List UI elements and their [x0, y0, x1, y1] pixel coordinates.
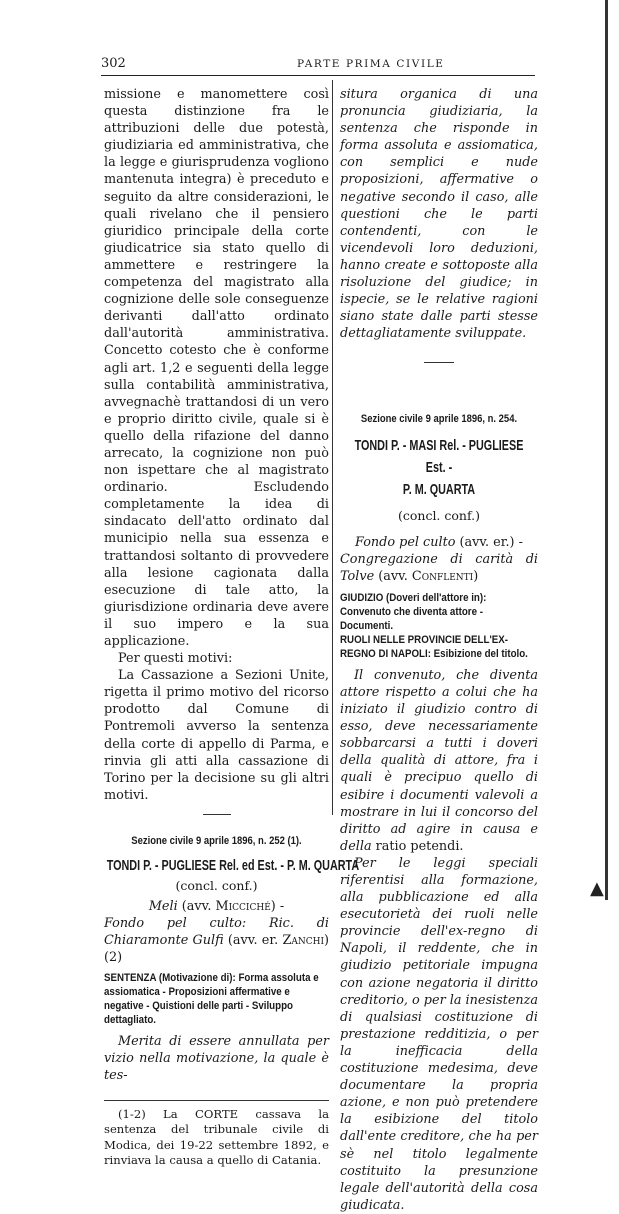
page-edge-line: [605, 0, 608, 900]
corner-mark-icon: ▲: [590, 878, 604, 899]
section-separator: [203, 814, 231, 815]
massima-text-roman: ratio petendi.: [371, 838, 464, 854]
keywords-heading: SENTENZA (Motivazione di): Forma assoluta e assiomatica - Proposizioni affermative e negative - Quistioni delle parti - Sviluppo dettagliato.: [104, 971, 319, 1026]
party-line: [104, 915, 329, 966]
massima-text: Il convenuto, che diventa attore rispetto a colui che ha iniziato il giudizio contro di esso, deve necessariamente sobbarcarsi a tutti i doveri della qualità di attore, fra i quali è precipuo quello di esibire i documenti valevoli a mostrare in lui il concorso del diritto ad agire in causa e della: [340, 667, 538, 854]
massima-paragraph: [340, 667, 538, 855]
per-questi-motivi: Per questi motivi:: [118, 651, 233, 667]
left-column: [104, 86, 360, 1168]
party-lawyer-suffix: ) (2): [104, 933, 329, 966]
party-lawyer: Micciché: [215, 899, 271, 915]
court-parties: TONDI P. - MASI Rel. - PUGLIESE Est. -: [354, 436, 524, 476]
party-lawyer: Zanchi: [282, 933, 324, 949]
party-lawyer-suffix: ) -: [270, 899, 285, 915]
keywords-heading: GIUDIZIO (Doveri dell'attore in): Convenuto che diventa attore - Documenti.: [340, 591, 487, 632]
footnote: (1-2) La CORTE cassava la sentenza del tribunale civile di Modica, dei 19-22 settembre 1892, e rinviava la causa a quello di Catania.: [104, 1106, 329, 1167]
court-parties-line2: P. M. QUARTA: [402, 480, 476, 498]
party-name: Congregazione di carità di Tolve: [340, 551, 538, 584]
court-parties: TONDI P. - PUGLIESE Rel. ed Est. - P. M. QUARTA: [106, 857, 360, 875]
section-heading: Sezione civile 9 aprile 1896, n. 252 (1).: [131, 834, 302, 847]
page-number: 302: [101, 56, 126, 71]
footnote-rule: [104, 1100, 329, 1101]
section-heading: Sezione civile 9 aprile 1896, n. 254.: [360, 413, 518, 426]
party-name: Fondo pel culto: [355, 534, 456, 550]
party-lawyer-prefix: (avv. er.: [223, 933, 283, 949]
body-paragraph: missione e manomettere così questa distinzione fra le attribuzioni delle due potestà, giudiziaria ed amministrativa, che la legge e giurisprudenza vogliono mantenuta integra) è preceduto e seguito da altre considerazioni, le quali rivelano che il pensiero giuridico principale della corte giudicatrice sia stato quello di ammettere e restringere la competenza del magistrato alla cognizione delle sole conseguenze derivanti dall'atto ordinato dall'autorità amministrativa. Concetto cotesto che è conforme agli art. 1,2 e seguenti della legge sulla contabilità amministrativa, avvegnachè trattandosi di un vero e proprio diritto civile, quale si è quello della rifazione del danno arrecato, la cognizione non può non ispettare che al magistrato ordinario. Escludendo completamente la idea di sindacato dell'atto ordinato dal municipio nella sua essenza e trattandosi soltanto di provvedere alla lesione cagionata dalla esecuzione di tale atto, la giurisdizione ordinaria deve avere il suo impero e la sua applicazione.: [104, 87, 329, 649]
party-lawyer-prefix: (avv.: [374, 568, 412, 584]
party-lawyer-suffix: ): [473, 568, 479, 584]
party-line: [340, 551, 538, 585]
section-separator: [424, 362, 454, 363]
party-name: Meli: [148, 899, 178, 915]
party-lawyer-prefix: (avv. er.) -: [455, 534, 523, 550]
massima-paragraph: [340, 855, 538, 1214]
keywords-heading: RUOLI NELLE PROVINCIE DELL'EX-REGNO DI NAPOLI: Esibizione del titolo.: [340, 633, 528, 660]
massima-paragraph: [104, 1033, 329, 1084]
party-lawyer: Conflenti: [411, 568, 474, 584]
massima-text: Per le leggi speciali riferentisi alla formazione, alla pubblicazione ed alla esecutorietà dei ruoli nelle provincie dell'ex-regno di Napoli, il reddente, che in giudizio petitoriale impugna con azione negatoria il diritto creditorio, o per la inesistenza di qualsiasi costituzione di prestazione redditizia, o per la inefficacia della costituzione medesima, deve documentare la propria azione, e non può pretendere la esibizione del titolo dall'ente creditore, che ha per sè nel titolo legalmente costituito la presunzione legale dell'autorità della cosa giudicata.: [340, 855, 539, 1213]
party-line: [104, 898, 329, 915]
party-name: Fondo pel culto: Ric. di Chiaramonte Gulfi: [104, 916, 329, 949]
party-lawyer-prefix: (avv.: [177, 899, 216, 915]
party-line: [340, 534, 538, 551]
running-title: PARTE PRIMA CIVILE: [297, 58, 445, 70]
dispositivo-paragraph: La Cassazione a Sezioni Unite, rigetta il primo motivo del ricorso prodotto dal Comune di Pontremoli avverso la sentenza della corte di appello di Parma, e rinvia gli atti alla cassazione di Torino per la decisione su gli altri motivi.: [104, 668, 329, 803]
massima-text: situra organica di una pronuncia giudiziaria, la sentenza che risponde in forma assoluta e assiomatica, con semplici e nude proposizioni, affermative o negative secondo il caso, alle questioni che le parti contendenti, con le vicendevoli loro deduzioni, hanno create e sottoposte alla risoluzione del giudice; in ispecie, se le relative ragioni siano state dalle parti stesse dettagliatamente sviluppate.: [340, 87, 538, 342]
right-column: [340, 86, 538, 1214]
header-rule: [101, 75, 535, 76]
conclusion-note: (concl. conf.): [397, 507, 480, 523]
conclusion-note: (concl. conf.): [175, 878, 258, 894]
column-divider: [332, 80, 333, 815]
massima-text: Merita di essere annullata per vizio nella motivazione, la quale è tes-: [104, 1033, 329, 1083]
massima-continuation: [340, 86, 538, 342]
